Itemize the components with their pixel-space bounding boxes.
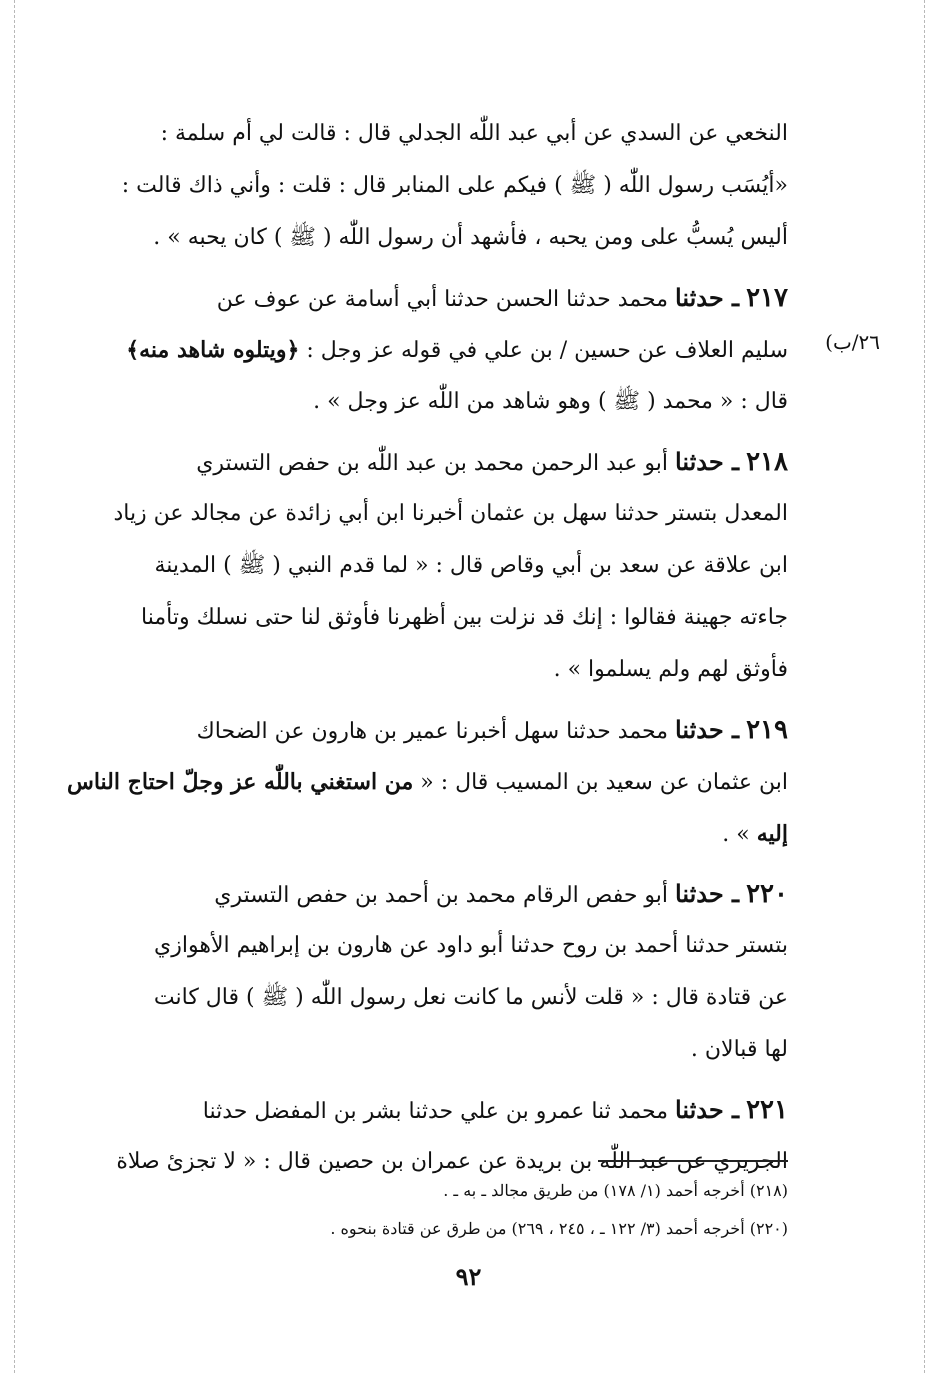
text-line: محمد ثنا عمرو بن علي حدثنا بشر بن المفضل حدثنا (202, 1099, 669, 1124)
text-line (40, 756, 788, 808)
folio-margin-note: ٢٦/ب) (825, 330, 880, 354)
hadith-number: ٢٢٠ (746, 879, 788, 909)
text-line: النخعي عن السدي عن أبي عبد اللّٰه الجدلي قال : قالت لي أم سلمة : (160, 121, 788, 146)
main-text (40, 108, 788, 1196)
hadith-quote: من استغني باللّٰه عز وجلّ احتاج الناس (66, 769, 414, 795)
text-segment: سليم العلاف عن حسين / بن علي في قوله عز وجل : (306, 338, 788, 363)
text-line: عن قتادة قال : « قلت لأنس ما كانت نعل رسول اللّٰه ( ﷺ ) قال كانت (153, 985, 788, 1010)
footnotes (120, 1172, 788, 1248)
text-line: أليس يُسبُّ على ومن يحبه ، فأشهد أن رسول اللّٰه ( ﷺ ) كان يحبه » . (153, 225, 788, 250)
hadith-220 (40, 868, 788, 1076)
hadith-218 (40, 436, 788, 696)
text-line: المعدل بتستر حدثنا سهل بن عثمان أخبرنا ابن أبي زائدة عن مجالد عن زياد (113, 501, 788, 526)
hadith-heading-line (40, 1084, 788, 1136)
hadith-number: ٢١٩ (746, 715, 788, 745)
hadith-number: ٢١٨ (746, 447, 788, 477)
text-line: فأوثق لهم ولم يسلموا » . (553, 657, 788, 682)
hadith-217 (40, 272, 788, 428)
hadith-keyword: ـ حدثنا (675, 447, 740, 476)
hadith-heading-line (40, 436, 788, 488)
footnote-divider (598, 1160, 788, 1162)
footnote: (٢١٨) أخرجه أحمد (١/ ١٧٨) من طريق مجالد ـ به ـ . (443, 1181, 788, 1200)
hadith-keyword: ـ حدثنا (675, 715, 740, 744)
text-line: أبو حفص الرقام محمد بن أحمد بن حفص التستري (214, 883, 669, 908)
text-line: «أيُسَب رسول اللّٰه ( ﷺ ) فيكم على المنابر قال : قلت : وأني ذاك قالت : (121, 173, 788, 198)
text-segment: » . (722, 822, 750, 847)
text-line: ابن علاقة عن سعد بن أبي وقاص قال : « لما قدم النبي ( ﷺ ) المدينة (154, 553, 788, 578)
text-line (40, 324, 788, 376)
text-line: جاءته جهينة فقالوا : إنك قد نزلت بين أظهرنا فأوثق لنا حتى نسلك وتأمنا (141, 605, 788, 630)
page-edge-right (924, 0, 925, 1373)
page-edge-left (14, 0, 15, 1373)
text-segment: ابن عثمان عن سعيد بن المسيب قال : « (420, 770, 788, 795)
hadith-heading-line (40, 868, 788, 920)
text-line: الجريري عن عبد اللّٰه بن بريدة عن عمران بن حصين قال : « لا تجزئ صلاة (116, 1149, 788, 1174)
hadith-quote: إليه (756, 821, 788, 847)
hadith-number: ٢١٧ (746, 283, 788, 313)
hadith-heading-line (40, 272, 788, 324)
text-line: قال : « محمد ( ﷺ ) وهو شاهد من اللّٰه عز وجل » . (313, 389, 788, 414)
text-line: أبو عبد الرحمن محمد بن عبد اللّٰه بن حفص التستري (196, 451, 669, 476)
text-line: محمد حدثنا سهل أخبرنا عمير بن هارون عن الضحاك (196, 719, 669, 744)
hadith-keyword: ـ حدثنا (675, 1095, 740, 1124)
hadith-keyword: ـ حدثنا (675, 283, 740, 312)
text-line: محمد حدثنا الحسن حدثنا أبي أسامة عن عوف عن (216, 287, 669, 312)
hadith-number: ٢٢١ (746, 1095, 788, 1125)
hadith-keyword: ـ حدثنا (675, 879, 740, 908)
page-number: ٩٢ (455, 1262, 482, 1291)
paragraph-intro (40, 108, 788, 264)
text-line: بتستر حدثنا أحمد بن روح حدثنا أبو داود عن هارون بن إبراهيم الأهوازي (154, 933, 788, 958)
hadith-heading-line (40, 704, 788, 756)
hadith-219 (40, 704, 788, 860)
quran-quote: ﴿ويتلوه شاهد منه﴾ (126, 337, 300, 363)
footnote: (٢٢٠) أخرجه أحمد (٣/ ١٢٢ ـ ، ٢٤٥ ، ٢٦٩) من طرق عن قتادة بنحوه . (330, 1219, 788, 1238)
text-line (40, 808, 788, 860)
text-line: لها قبالان . (690, 1037, 788, 1062)
